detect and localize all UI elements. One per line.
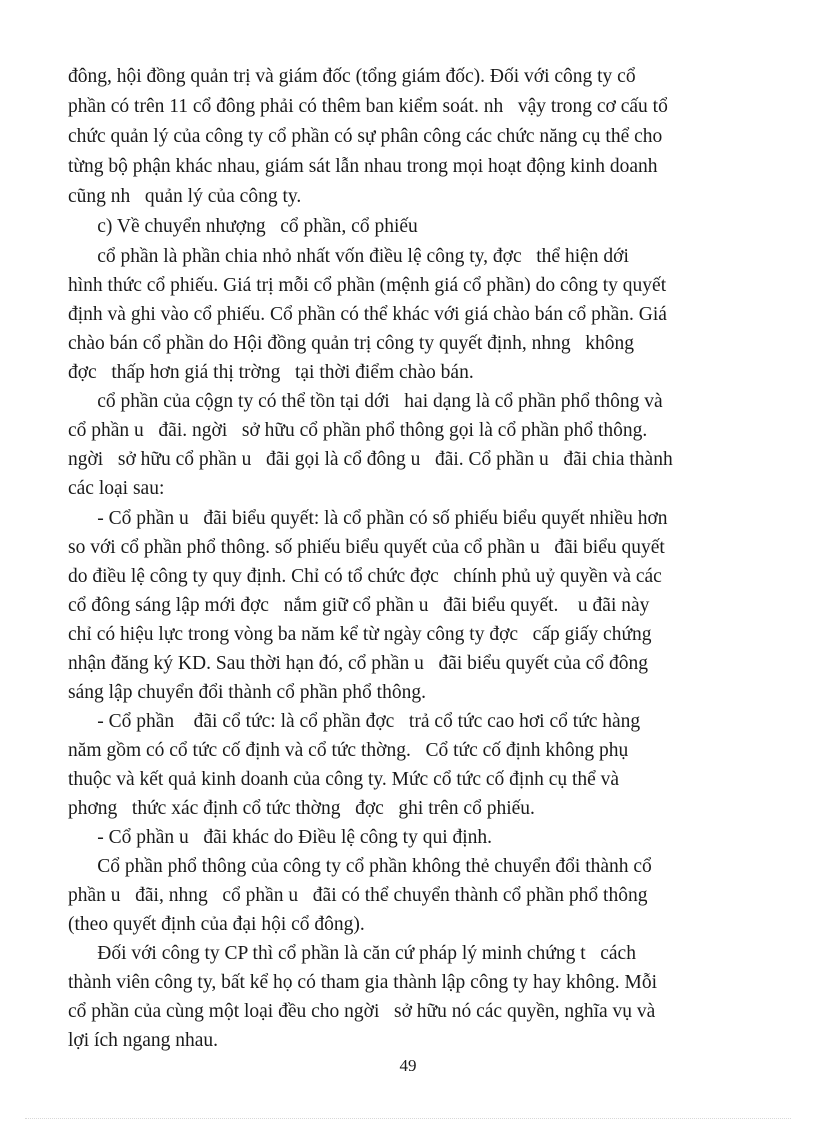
text-line: chào bán cổ phần do Hội đồng quản trị công ty quyết định, nhng không — [68, 333, 634, 354]
text-line: ngời sở hữu cổ phần u đãi gọi là cổ đông u đãi. Cổ phần u đãi chia thành — [68, 449, 673, 470]
text-line: phần u đãi, nhng cổ phần u đãi có thể chuyển thành cổ phần phổ thông — [68, 885, 648, 906]
text-line: đợc thấp hơn giá thị trờng tại thời điểm chào bán. — [68, 362, 474, 383]
page-bottom-divider — [25, 1118, 791, 1119]
page-number: 49 — [399, 1056, 417, 1075]
text-line: năm gồm có cổ tức cố định và cổ tức thờng. Cổ tức cố định không phụ — [68, 740, 629, 761]
text-line: cổ phần của cộgn ty có thể tồn tại dới hai dạng là cổ phần phổ thông và — [68, 391, 663, 412]
text-line: cổ phần là phần chia nhỏ nhất vốn điều lệ công ty, đợc thể hiện dới — [68, 246, 629, 267]
text-line: chỉ có hiệu lực trong vòng ba năm kể từ ngày công ty đợc cấp giấy chứng — [68, 624, 652, 645]
text-line: cổ phần của cùng một loại đều cho ngời sở hữu nó các quyền, nghĩa vụ và — [68, 1001, 656, 1022]
text-line: (theo quyết định của đại hội cổ đông). — [68, 914, 365, 935]
text-line: thuộc và kết quả kinh doanh của công ty. Mức cổ tức cố định cụ thể và — [68, 769, 620, 790]
list-item: - Cổ phần đãi cổ tức: là cổ phần đợc trả cổ tức cao hơi cổ tức hàng — [68, 711, 641, 732]
text-line: định và ghi vào cổ phiếu. Cổ phần có thể khác với giá chào bán cổ phần. Giá — [68, 304, 667, 325]
list-item: - Cổ phần u đãi khác do Điều lệ công ty qui định. — [68, 827, 493, 848]
text-line: Cổ phần phổ thông của công ty cổ phần không thẻ chuyển đổi thành cổ — [68, 856, 652, 877]
text-line: cổ đông sáng lập mới đợc nắm giữ cổ phần u đãi biểu quyết. u đãi này — [68, 595, 650, 616]
list-item: - Cổ phần u đãi biểu quyết: là cổ phần có số phiếu biểu quyết nhiều hơn — [68, 508, 668, 529]
text-line: thành viên công ty, bất kể họ có tham gia thành lập công ty hay không. Mỗi — [68, 972, 658, 993]
text-line: các loại sau: — [68, 478, 165, 499]
text-line: cổ phần u đãi. ngời sở hữu cổ phần phổ thông gọi là cổ phần phổ thông. — [68, 420, 648, 441]
text-line: đông, hội đồng quản trị và giám đốc (tổng giám đốc). Đối với công ty cổ — [68, 66, 636, 87]
text-line: so với cổ phần phổ thông. số phiếu biểu quyết của cổ phần u đãi biểu quyết — [68, 537, 665, 558]
text-line: hình thức cổ phiếu. Giá trị mỗi cổ phần (mệnh giá cổ phần) do công ty quyết — [68, 275, 667, 296]
text-line: chức quản lý của công ty cổ phần có sự phân công các chức năng cụ thể cho — [68, 126, 663, 147]
text-line: nhận đăng ký KD. Sau thời hạn đó, cổ phần u đãi biểu quyết của cổ đông — [68, 653, 649, 674]
text-line: phần có trên 11 cổ đông phải có thêm ban kiểm soát. nh vậy trong cơ cấu tổ — [68, 96, 668, 117]
section-heading: c) Về chuyển nhượng cổ phần, cổ phiếu — [68, 216, 418, 237]
text-line: lợi ích ngang nhau. — [68, 1030, 219, 1051]
text-line: cũng nh quản lý của công ty. — [68, 186, 302, 207]
text-line: do điều lệ công ty quy định. Chỉ có tổ chức đợc chính phủ uỷ quyền và các — [68, 566, 662, 587]
text-line: Đối với công ty CP thì cổ phần là căn cứ pháp lý minh chứng t cách — [68, 943, 636, 964]
text-line: từng bộ phận khác nhau, giám sát lẫn nhau trong mọi hoạt động kinh doanh — [68, 156, 658, 177]
text-line: sáng lập chuyển đổi thành cổ phần phổ thông. — [68, 682, 426, 703]
text-line: phơng thức xác định cổ tức thờng đợc ghi trên cổ phiếu. — [68, 798, 535, 819]
